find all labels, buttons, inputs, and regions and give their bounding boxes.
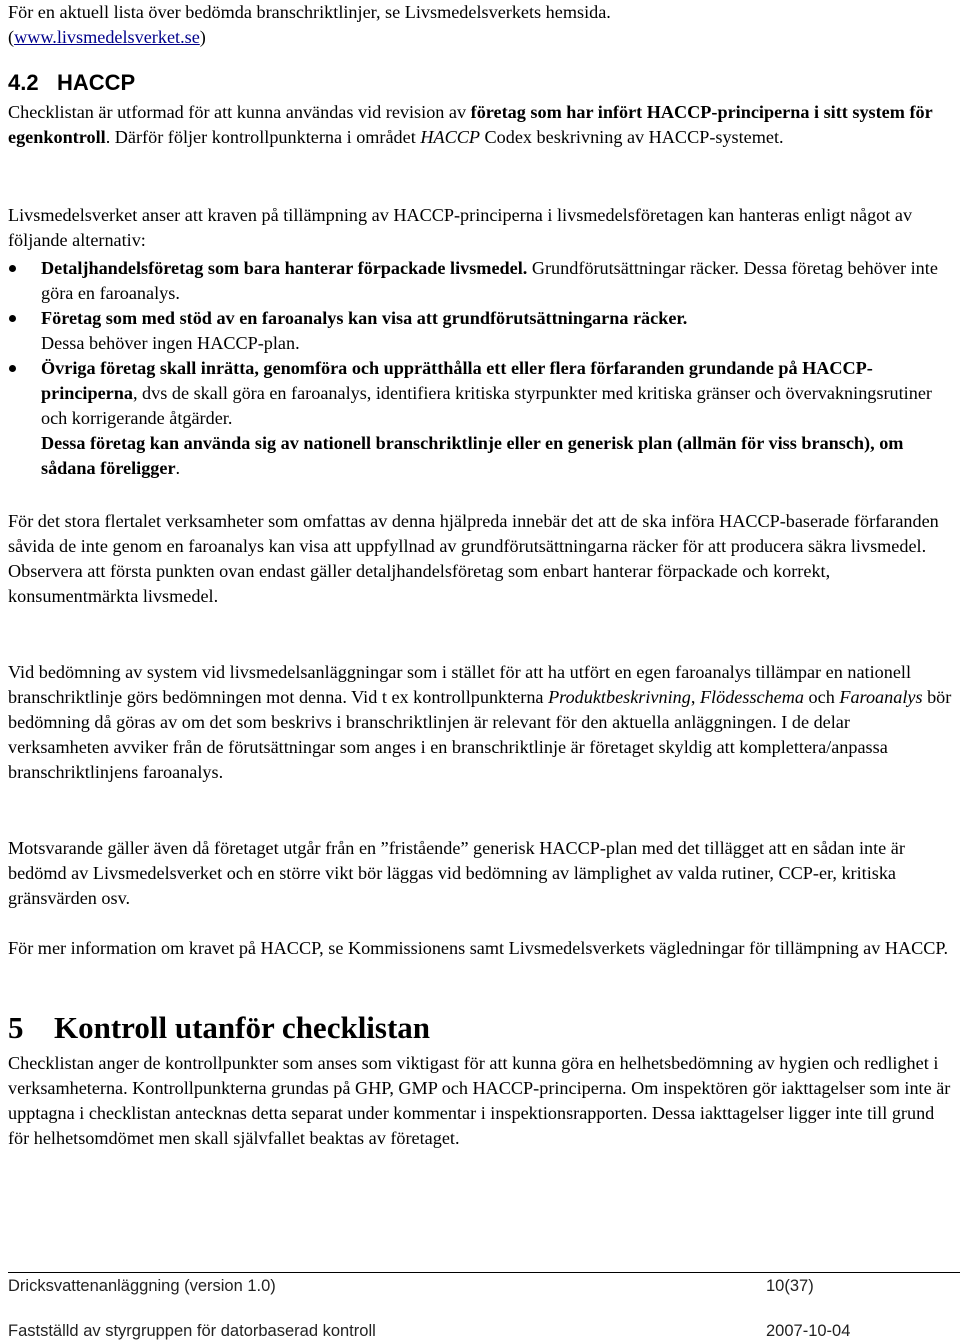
section-number: 4.2: [8, 70, 39, 95]
haccp-paragraph-5: Motsvarande gäller även då företaget utgår från en ”fristående” generisk HACCP-plan med det tillägget att en sådan inte är bedömd av Livsmedelsverket och en större vikt bör läggas vid bedömning av lämplighet av valda rutiner, CCP-er, kritiska gränsvärden osv.: [8, 838, 905, 908]
livsmedelsverket-link[interactable]: www.livsmedelsverket.se: [14, 27, 200, 47]
footer-doc-title: Dricksvattenanläggning (version 1.0): [8, 1277, 276, 1295]
list-item: Företag som med stöd av en faroanalys kan visa att grundförutsättningarna räcker. Dessa behöver ingen HACCP-plan.: [8, 306, 952, 356]
haccp-paragraph-1: Checklistan är utformad för att kunna användas vid revision av företag som har infört HACCP-principerna i sitt system för egenkontroll. Därför följer kontrollpunkterna i området HACCP Codex beskrivning av HACCP-systemet.: [8, 102, 933, 147]
list-item: Övriga företag skall inrätta, genomföra och upprätthålla ett eller flera förfaranden grundande på HACCP-principerna, dvs de skall göra en faroanalys, identifiera kritiska styrpunkter med kritiska gränser och övervakningsrutiner och korrigerande åtgärder. Dessa företag kan använda sig av nationell branschriktlinje eller en generisk plan (allmän för viss bransch), om sådana föreligger.: [8, 356, 952, 481]
haccp-paragraph-4: Vid bedömning av system vid livsmedelsanläggningar som i stället för att ha utfört en egen faroanalys tillämpar en nationell branschriktlinje görs bedömningen mot denna. Vid t ex kontrollpunkterna Produktbeskrivning, Flödesschema och Faroanalys bör bedömning då göras av om det som beskrivs i branschriktlinjen är relevant för den aktuella anläggningen. I de delar verksamheten avviker från de förutsättningar som anges i en branschriktlinje är företaget skyldig att komplettera/anpassa branschriktlinjens faroanalys.: [8, 662, 952, 782]
bullet-icon: [9, 265, 16, 272]
haccp-paragraph-2: Livsmedelsverket anser att kraven på tillämpning av HACCP-principerna i livsmedelsföretagen kan hanteras enligt något av följande alternativ:: [8, 205, 913, 250]
footer-approved-by: Fastställd av styrgruppen för datorbaserad kontroll: [8, 1322, 376, 1340]
alternatives-list: [8, 256, 952, 481]
section-number: 5: [8, 1010, 24, 1045]
bullet-icon: [9, 315, 16, 322]
section-heading-kontroll: [8, 1010, 430, 1046]
intro-link-line: [8, 25, 206, 50]
bullet-icon: [9, 365, 16, 372]
link-close-paren: ): [199, 27, 206, 47]
kontroll-paragraph: Checklistan anger de kontrollpunkter som anses som viktigast för att kunna göra en helhetsbedömning av hygien och redlighet i verksamheterna. Kontrollpunkterna grundas på GHP, GMP och HACCP-principerna. Om inspektören gör iakttagelser som inte är upptagna i checklistan antecknas detta separat under kommentar i inspektionsrapporten. Dessa iakttagelser ligger inte till grund för helhetsomdömet men skall självfallet beaktas av företaget.: [8, 1053, 951, 1148]
link-open-paren: (: [8, 27, 15, 47]
section-title: HACCP: [57, 70, 136, 95]
list-item: Detaljhandelsföretag som bara hanterar förpackade livsmedel. Grundförutsättningar räcker. Dessa företag behöver inte göra en faroanalys.: [8, 256, 952, 306]
footer-page-number: 10(37): [766, 1277, 814, 1295]
intro-line: För en aktuell lista över bedömda branschriktlinjer, se Livsmedelsverkets hemsida.: [8, 2, 611, 22]
haccp-paragraph-6: För mer information om kravet på HACCP, se Kommissionens samt Livsmedelsverkets vägledningar för tillämpning av HACCP.: [8, 938, 949, 958]
haccp-paragraph-3: För det stora flertalet verksamheter som omfattas av denna hjälpreda innebär det att de ska införa HACCP-baserade förfaranden såvida de inte genom en faroanalys kan visa att uppfyllnad av grundförutsättningarna räcker för att producera säkra livsmedel. Observera att första punkten ovan endast gäller detaljhandelsföretag som enbart hanterar förpackade och korrekt, konsumentmärkta livsmedel.: [8, 511, 939, 606]
section-heading-haccp: [8, 70, 135, 96]
footer-divider: [8, 1272, 960, 1273]
section-title: Kontroll utanför checklistan: [54, 1010, 431, 1045]
footer-date: 2007-10-04: [766, 1322, 851, 1340]
